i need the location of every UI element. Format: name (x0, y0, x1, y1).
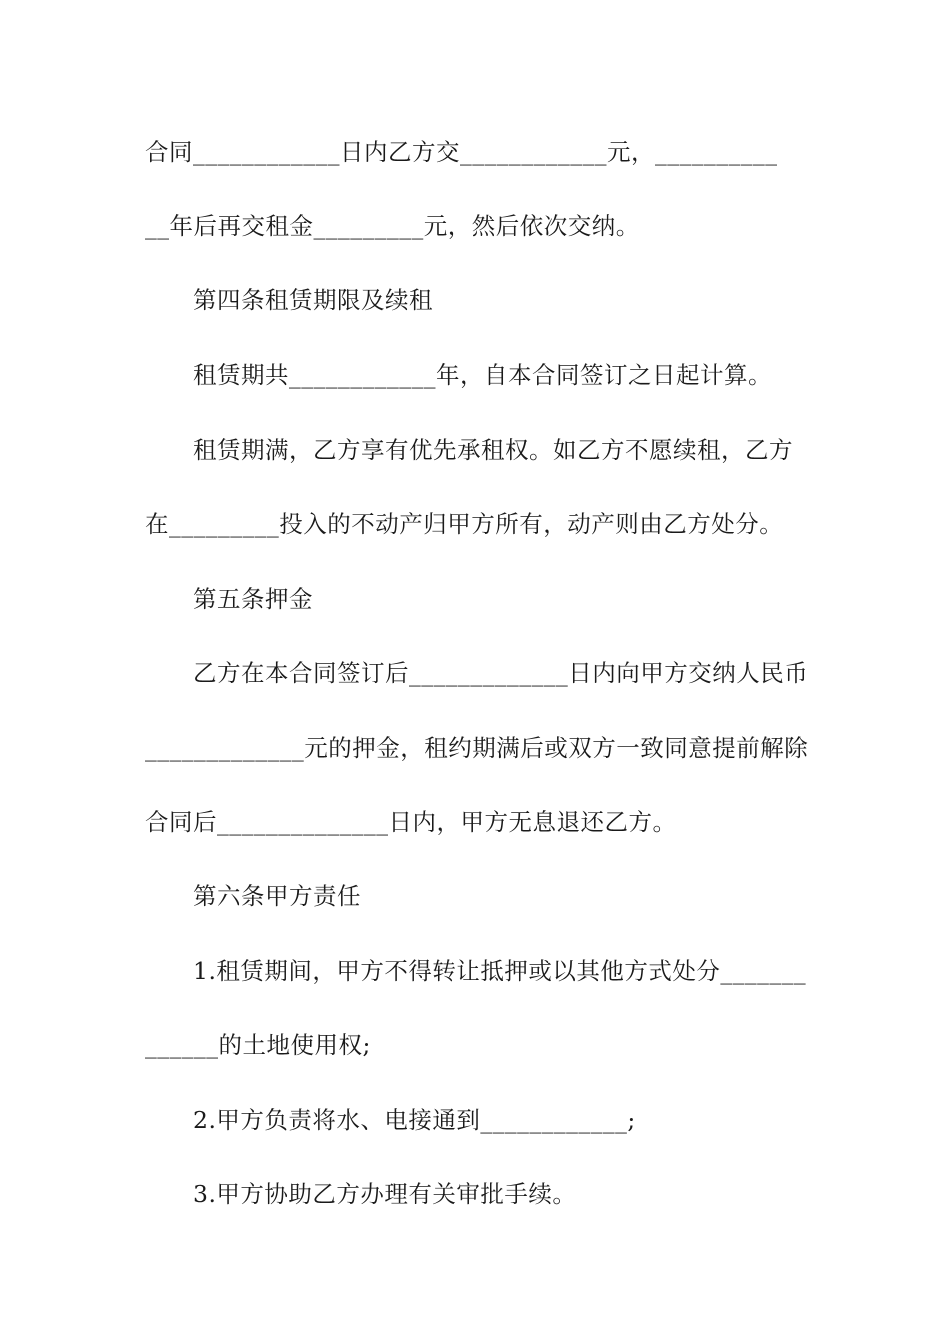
paragraph-line: 乙方在本合同签订后_____________日内向甲方交纳人民币 (193, 659, 809, 687)
section-heading-article-5: 第五条押金 (193, 585, 313, 613)
list-item-continuation: ______的土地使用权; (145, 1031, 371, 1059)
paragraph-line: 合同____________日内乙方交____________元，__________ (145, 138, 778, 166)
paragraph-line: 租赁期满，乙方享有优先承租权。如乙方不愿续租，乙方 (193, 436, 793, 464)
paragraph-line: __年后再交租金_________元，然后依次交纳。 (145, 212, 640, 240)
paragraph-line: 在_________投入的不动产归甲方所有，动产则由乙方处分。 (145, 510, 784, 538)
paragraph-line: _____________元的押金，租约期满后或双方一致同意提前解除 (145, 734, 809, 762)
paragraph-line: 租赁期共____________年，自本合同签订之日起计算。 (193, 361, 772, 389)
list-item: 1.租赁期间，甲方不得转让抵押或以其他方式处分_______ (193, 957, 807, 985)
list-item: 2.甲方负责将水、电接通到____________; (193, 1106, 636, 1134)
section-heading-article-6: 第六条甲方责任 (193, 882, 361, 910)
paragraph-line: 合同后______________日内，甲方无息退还乙方。 (145, 808, 677, 836)
list-item: 3.甲方协助乙方办理有关审批手续。 (193, 1180, 577, 1208)
section-heading-article-4: 第四条租赁期限及续租 (193, 286, 433, 314)
